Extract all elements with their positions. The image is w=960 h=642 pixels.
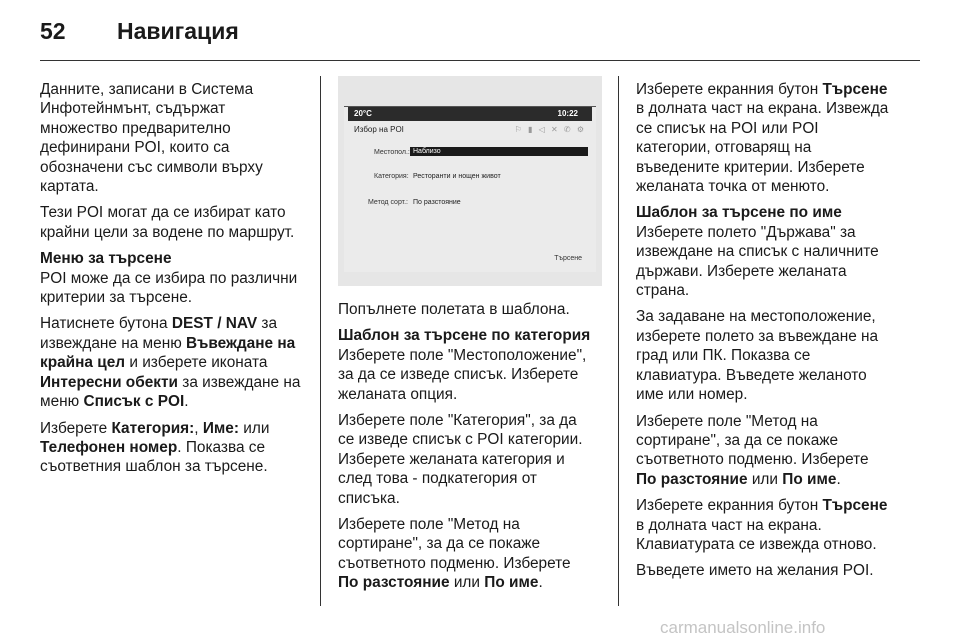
paragraph: Изберете екранния бутон Търсене в долната част на екрана. Клавиатурата се извежда отново. bbox=[636, 497, 888, 553]
paragraph: Въведете името на желания POI. bbox=[636, 562, 874, 580]
page-number: 52 bbox=[40, 18, 66, 44]
column-3 bbox=[636, 80, 908, 588]
paragraph: Изберете поле "Метод на сортиране", за да се покаже съответното подменю. Изберете По разстояние или По име. bbox=[338, 516, 571, 592]
header-rule bbox=[40, 60, 920, 61]
infotainment-screenshot bbox=[338, 76, 602, 286]
section-heading: Шаблон за търсене по име bbox=[636, 204, 842, 222]
column-divider-1 bbox=[320, 76, 321, 606]
status-bar bbox=[348, 107, 592, 121]
paragraph: Тези POI могат да се избират като крайни цели за водене по маршрут. bbox=[40, 204, 295, 241]
category-value[interactable]: Ресторанти и нощен живот bbox=[413, 173, 501, 180]
paragraph: Изберете полето "Държава" за извеждане на списък с наличните държави. Изберете желаната страна. bbox=[636, 223, 879, 300]
paragraph: Натиснете бутона DEST / NAV за извеждане на меню Въвеждане на крайна цел и изберете иконата Интересни обекти за извеждане на меню Списък с POI. bbox=[40, 315, 301, 411]
column-divider-2 bbox=[618, 76, 619, 606]
paragraph: Изберете поле "Местоположение", за да се изведе списък. Изберете желаната опция. bbox=[338, 346, 587, 403]
paragraph: Изберете поле "Метод на сортиране", за да се покаже съответното подменю. Изберете По разстояние или По име. bbox=[636, 412, 869, 488]
chapter-title: Навигация bbox=[117, 18, 239, 44]
search-button[interactable]: Търсене bbox=[554, 255, 582, 262]
section-heading: Шаблон за търсене по категория bbox=[338, 327, 591, 345]
location-value[interactable]: Наблизо bbox=[410, 147, 588, 156]
paragraph: Попълнете полетата в шаблона. bbox=[338, 301, 570, 318]
sort-value[interactable]: По разстояние bbox=[413, 199, 461, 206]
screen-title: Избор на POI bbox=[354, 125, 404, 134]
status-icons: ⚐ ▮ ◁ ✕ ✆ ⚙ bbox=[514, 125, 586, 134]
paragraph: POI може да се избира по различни критерии за търсене. bbox=[40, 269, 298, 307]
paragraph: Изберете поле "Категория", за да се изведе списък с POI категории. Изберете желаната категория и след това - подкатегория от списъка. bbox=[338, 412, 583, 507]
paragraph: Изберете Категория:, Име: или Телефонен номер. Показва се съответния шаблон за търсене. bbox=[40, 419, 270, 476]
category-label: Категория: bbox=[374, 173, 409, 180]
section-heading: Меню за търсене bbox=[40, 250, 172, 268]
watermark: carmanualsonline.info bbox=[660, 618, 826, 637]
column-2 bbox=[338, 300, 608, 600]
paragraph: Изберете екранния бутон Търсене в долната част на екрана. Извежда се списък на POI или POI категории, отговарящ на въведените критерии. Изберете желаната точка от менюто. bbox=[636, 81, 889, 196]
location-label: Местопол.: bbox=[374, 149, 410, 156]
sort-label: Метод сорт.: bbox=[368, 199, 408, 206]
screen bbox=[344, 106, 596, 272]
column-1 bbox=[40, 80, 312, 484]
page-header bbox=[40, 18, 920, 62]
temperature: 20°C bbox=[354, 109, 372, 118]
paragraph: Данните, записани в Система Инфотейнмънт, съдържат множество предварително дефинирани POI, които са обозначени със символи върху картата. bbox=[40, 81, 263, 196]
clock: 10:22 bbox=[557, 109, 578, 118]
paragraph: За задаване на местоположение, изберете полето за въвеждане на град или ПК. Показва се клавиатура. Въведете желаното име или номер. bbox=[636, 308, 879, 404]
